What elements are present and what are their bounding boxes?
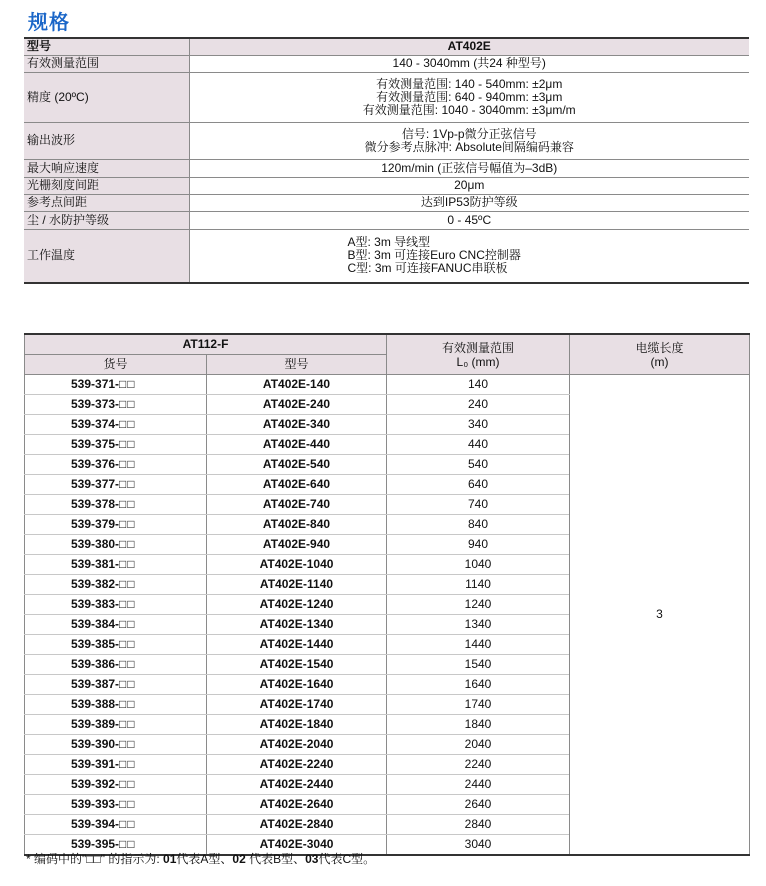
part-number: 539-378-□□ (25, 495, 207, 515)
range-value: 2640 (387, 795, 570, 815)
part-number: 539-373-□□ (25, 395, 207, 415)
range-value: 640 (387, 475, 570, 495)
spec-label: 型号 (24, 38, 189, 55)
range-value: 1240 (387, 595, 570, 615)
spec-row (24, 38, 749, 55)
part-number: 539-393-□□ (25, 795, 207, 815)
code-placeholder-boxes: □□ (119, 577, 136, 591)
code-placeholder-boxes: □□ (119, 477, 136, 491)
code-placeholder-boxes: □□ (119, 777, 136, 791)
part-number: 539-383-□□ (25, 595, 207, 615)
section-title: 规格 (28, 12, 70, 34)
part-number: 539-395-□□ (25, 835, 207, 856)
range-value: 840 (387, 515, 570, 535)
spec-row (24, 72, 749, 122)
spec-value (189, 177, 749, 194)
spec-row (24, 177, 749, 194)
code-placeholder-boxes: □□ (119, 717, 136, 731)
model-number: AT402E-440 (207, 435, 387, 455)
model-number: AT402E-2840 (207, 815, 387, 835)
model-number: AT402E-540 (207, 455, 387, 475)
spec-value-line: 有效测量范围: 640 - 940mm: ±3μm (376, 89, 563, 104)
spec-value-line: 0 - 45ºC (447, 212, 492, 227)
part-number: 539-387-□□ (25, 675, 207, 695)
range-value: 940 (387, 535, 570, 555)
code-placeholder-boxes: □□ (119, 737, 136, 751)
model-number: AT402E-1340 (207, 615, 387, 635)
spec-row (24, 122, 749, 159)
code-placeholder-boxes: □□ (119, 677, 136, 691)
part-number: 539-392-□□ (25, 775, 207, 795)
spec-label: 参考点间距 (24, 194, 189, 211)
range-value: 540 (387, 455, 570, 475)
part-number: 539-385-□□ (25, 635, 207, 655)
code-placeholder-boxes: □□ (119, 657, 136, 671)
range-value: 2040 (387, 735, 570, 755)
cable-header: 电缆长度 (m) (570, 334, 750, 375)
cable-length-value: 3 (570, 375, 750, 856)
range-value: 1840 (387, 715, 570, 735)
part-number: 539-384-□□ (25, 615, 207, 635)
code-placeholder-boxes: □□ (119, 797, 136, 811)
code-header: 货号 (25, 355, 207, 375)
spec-value (189, 194, 749, 211)
code-placeholder-boxes: □□ (119, 417, 136, 431)
model-number: AT402E-2240 (207, 755, 387, 775)
range-value: 740 (387, 495, 570, 515)
part-number: 539-380-□□ (25, 535, 207, 555)
spec-value-line: 微分参考点脉冲: Absolute间隔编码兼容 (364, 139, 574, 154)
code-placeholder-boxes: □□ (119, 517, 136, 531)
range-value: 1740 (387, 695, 570, 715)
model-header: 型号 (207, 355, 387, 375)
spec-label: 尘 / 水防护等级 (24, 211, 189, 229)
part-number: 539-379-□□ (25, 515, 207, 535)
code-placeholder-boxes: □□ (119, 437, 136, 451)
part-number: 539-389-□□ (25, 715, 207, 735)
range-value: 2240 (387, 755, 570, 775)
code-placeholder-boxes: □□ (119, 557, 136, 571)
range-value: 1640 (387, 675, 570, 695)
code-placeholder-boxes: □□ (119, 397, 136, 411)
range-value: 1040 (387, 555, 570, 575)
code-placeholder-boxes: □□ (119, 377, 136, 391)
spec-value (189, 72, 749, 122)
range-value: 1340 (387, 615, 570, 635)
range-value: 1440 (387, 635, 570, 655)
range-value: 1140 (387, 575, 570, 595)
spec-label: 精度 (20ºC) (24, 72, 189, 122)
spec-value-line: 信号: 1Vp-p微分正弦信号 (401, 126, 537, 141)
model-number: AT402E-940 (207, 535, 387, 555)
spec-value (189, 211, 749, 229)
model-number: AT402E-1140 (207, 575, 387, 595)
spec-value (189, 55, 749, 72)
model-number: AT402E-2440 (207, 775, 387, 795)
model-number: AT402E-2640 (207, 795, 387, 815)
model-table (24, 333, 750, 856)
spec-value-line: 有效测量范围: 1040 - 3040mm: ±3μm/m (362, 102, 576, 117)
code-placeholder-boxes: □□ (119, 757, 136, 771)
model-number: AT402E-1440 (207, 635, 387, 655)
spec-label: 最大响应速度 (24, 159, 189, 177)
range-value: 2840 (387, 815, 570, 835)
model-number: AT402E-140 (207, 375, 387, 395)
model-number: AT402E-240 (207, 395, 387, 415)
spec-label: 输出波形 (24, 122, 189, 159)
code-placeholder-boxes: □□ (119, 617, 136, 631)
part-number: 539-381-□□ (25, 555, 207, 575)
part-number: 539-388-□□ (25, 695, 207, 715)
part-number: 539-386-□□ (25, 655, 207, 675)
spec-value-line: 140 - 3040mm (共24 种型号) (392, 56, 546, 70)
spec-row (24, 55, 749, 72)
model-number: AT402E-640 (207, 475, 387, 495)
part-number: 539-394-□□ (25, 815, 207, 835)
range-value: 140 (387, 375, 570, 395)
spec-row (24, 159, 749, 177)
model-number: AT402E-3040 (207, 835, 387, 856)
footnote: * 编码中的"□□" 的指示为: 01代表A型、02 代表B型、03代表C型。 (26, 852, 376, 866)
code-placeholder-boxes: □□ (119, 817, 136, 831)
model-number: AT402E-1240 (207, 595, 387, 615)
range-value: 1540 (387, 655, 570, 675)
spec-row (24, 194, 749, 211)
code-placeholder-boxes: □□ (119, 537, 136, 551)
part-number: 539-371-□□ (25, 375, 207, 395)
spec-value (189, 229, 749, 283)
spec-label: 有效测量范围 (24, 55, 189, 72)
model-number: AT402E-740 (207, 495, 387, 515)
model-number: AT402E-1840 (207, 715, 387, 735)
spec-value (189, 38, 749, 55)
code-placeholder-boxes: □□ (119, 597, 136, 611)
code-placeholder-boxes: □□ (119, 697, 136, 711)
range-header: 有效测量范围 L₀ (mm) (387, 334, 570, 375)
model-number: AT402E-840 (207, 515, 387, 535)
spec-label: 工作温度 (24, 229, 189, 283)
group-header: AT112-F (25, 334, 387, 355)
model-number: AT402E-340 (207, 415, 387, 435)
range-value: 2440 (387, 775, 570, 795)
range-value: 440 (387, 435, 570, 455)
table-row (25, 375, 750, 395)
part-number: 539-376-□□ (25, 455, 207, 475)
code-placeholder-boxes: □□ (119, 457, 136, 471)
part-number: 539-375-□□ (25, 435, 207, 455)
spec-value-line: 有效测量范围: 140 - 540mm: ±2μm (376, 76, 563, 91)
model-number: AT402E-1540 (207, 655, 387, 675)
range-value: 340 (387, 415, 570, 435)
part-number: 539-377-□□ (25, 475, 207, 495)
spec-value-line: 120m/min (正弦信号幅值为–3dB) (381, 160, 558, 175)
spec-value (189, 122, 749, 159)
part-number: 539-382-□□ (25, 575, 207, 595)
code-placeholder-boxes: □□ (119, 637, 136, 651)
model-number: AT402E-1640 (207, 675, 387, 695)
model-number: AT402E-2040 (207, 735, 387, 755)
spec-row (24, 229, 749, 283)
code-placeholder-boxes: □□ (119, 497, 136, 511)
range-value: 3040 (387, 835, 570, 856)
spec-label: 光栅刻度间距 (24, 177, 189, 194)
model-number: AT402E-1040 (207, 555, 387, 575)
code-placeholder-boxes: □□ (119, 837, 136, 851)
spec-value-line: A型: 3m 导线型 (347, 235, 431, 250)
part-number: 539-391-□□ (25, 755, 207, 775)
spec-value-line: B型: 3m 可连接Euro CNC控制器 (347, 248, 521, 263)
model-number: AT402E-1740 (207, 695, 387, 715)
spec-table (24, 37, 749, 284)
spec-value-line: 20μm (454, 178, 485, 192)
spec-value-line: C型: 3m 可连接FANUC串联板 (347, 261, 508, 276)
spec-value-line: AT402E (447, 39, 491, 54)
range-value: 240 (387, 395, 570, 415)
spec-value (189, 159, 749, 177)
spec-row (24, 211, 749, 229)
part-number: 539-390-□□ (25, 735, 207, 755)
spec-value-line: 达到IP53防护等级 (420, 195, 518, 209)
part-number: 539-374-□□ (25, 415, 207, 435)
